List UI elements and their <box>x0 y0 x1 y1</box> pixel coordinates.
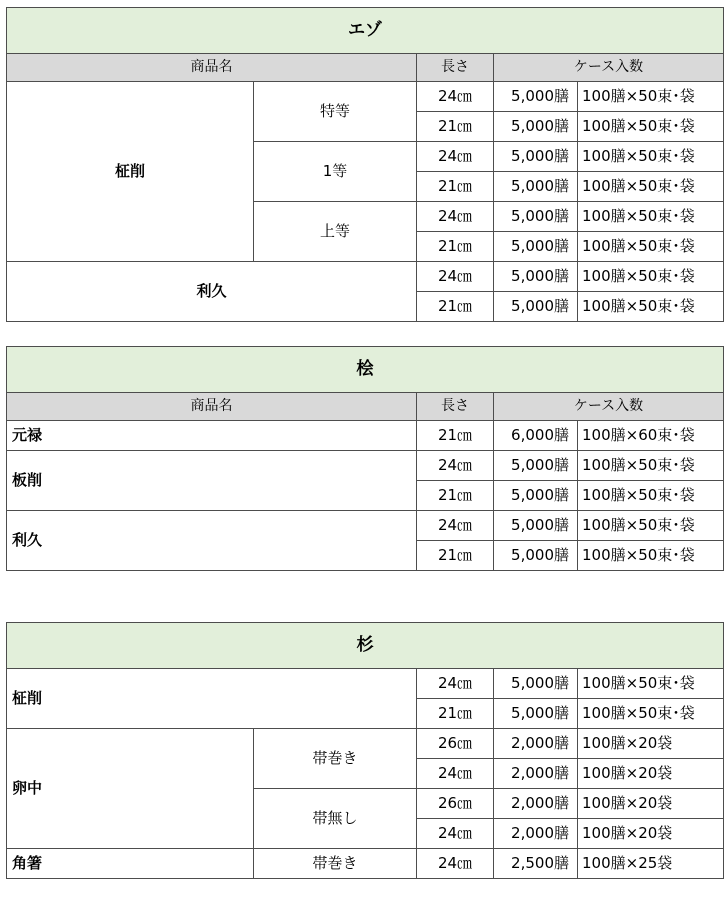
length-cell: 21㎝ <box>417 172 494 202</box>
length-cell: 21㎝ <box>417 292 494 322</box>
length-cell: 21㎝ <box>417 541 494 571</box>
product-name: 利久 <box>7 511 417 571</box>
quantity-cell: 5,000膳 <box>494 262 578 292</box>
length-cell: 24㎝ <box>417 82 494 112</box>
packaging-cell: 100膳×50束･袋 <box>578 202 724 232</box>
quantity-cell: 5,000膳 <box>494 172 578 202</box>
header-length: 長さ <box>417 393 494 421</box>
length-cell: 21㎝ <box>417 232 494 262</box>
length-cell: 26㎝ <box>417 789 494 819</box>
packaging-cell: 100膳×20袋 <box>578 789 724 819</box>
section-title: 杉 <box>7 623 724 669</box>
packaging-cell: 100膳×50束･袋 <box>578 262 724 292</box>
quantity-cell: 5,000膳 <box>494 232 578 262</box>
packaging-cell: 100膳×20袋 <box>578 759 724 789</box>
quantity-cell: 5,000膳 <box>494 541 578 571</box>
packaging-cell: 100膳×60束･袋 <box>578 421 724 451</box>
header-case: ケース入数 <box>494 54 724 82</box>
quantity-cell: 5,000膳 <box>494 669 578 699</box>
variant-label: 帯巻き <box>254 849 417 879</box>
quantity-cell: 5,000膳 <box>494 202 578 232</box>
length-cell: 24㎝ <box>417 511 494 541</box>
product-name: 板削 <box>7 451 417 511</box>
grade-label: 特等 <box>254 82 417 142</box>
packaging-cell: 100膳×50束･袋 <box>578 669 724 699</box>
packaging-cell: 100膳×50束･袋 <box>578 82 724 112</box>
quantity-cell: 2,000膳 <box>494 819 578 849</box>
packaging-cell: 100膳×25袋 <box>578 849 724 879</box>
length-cell: 26㎝ <box>417 729 494 759</box>
grade-label: 1等 <box>254 142 417 202</box>
quantity-cell: 5,000膳 <box>494 699 578 729</box>
length-cell: 24㎝ <box>417 142 494 172</box>
quantity-cell: 2,500膳 <box>494 849 578 879</box>
packaging-cell: 100膳×50束･袋 <box>578 292 724 322</box>
length-cell: 21㎝ <box>417 699 494 729</box>
packaging-cell: 100膳×20袋 <box>578 819 724 849</box>
header-case: ケース入数 <box>494 393 724 421</box>
quantity-cell: 5,000膳 <box>494 451 578 481</box>
header-length: 長さ <box>417 54 494 82</box>
quantity-cell: 5,000膳 <box>494 112 578 142</box>
packaging-cell: 100膳×50束･袋 <box>578 112 724 142</box>
length-cell: 24㎝ <box>417 262 494 292</box>
section-title: 桧 <box>7 347 724 393</box>
length-cell: 24㎝ <box>417 759 494 789</box>
quantity-cell: 5,000膳 <box>494 82 578 112</box>
quantity-cell: 5,000膳 <box>494 292 578 322</box>
packaging-cell: 100膳×50束･袋 <box>578 481 724 511</box>
quantity-cell: 5,000膳 <box>494 142 578 172</box>
quantity-cell: 5,000膳 <box>494 511 578 541</box>
quantity-cell: 6,000膳 <box>494 421 578 451</box>
packaging-cell: 100膳×50束･袋 <box>578 511 724 541</box>
packaging-cell: 100膳×20袋 <box>578 729 724 759</box>
packaging-cell: 100膳×50束･袋 <box>578 172 724 202</box>
header-product: 商品名 <box>7 393 417 421</box>
grade-label: 上等 <box>254 202 417 262</box>
product-name: 元禄 <box>7 421 417 451</box>
packaging-cell: 100膳×50束･袋 <box>578 699 724 729</box>
quantity-cell: 2,000膳 <box>494 759 578 789</box>
ezo-table <box>6 7 724 322</box>
quantity-cell: 5,000膳 <box>494 481 578 511</box>
product-name: 利久 <box>7 262 417 322</box>
packaging-cell: 100膳×50束･袋 <box>578 451 724 481</box>
quantity-cell: 2,000膳 <box>494 789 578 819</box>
packaging-cell: 100膳×50束･袋 <box>578 541 724 571</box>
length-cell: 21㎝ <box>417 421 494 451</box>
quantity-cell: 2,000膳 <box>494 729 578 759</box>
length-cell: 21㎝ <box>417 112 494 142</box>
product-name: 角箸 <box>7 849 254 879</box>
length-cell: 24㎝ <box>417 202 494 232</box>
length-cell: 24㎝ <box>417 669 494 699</box>
header-product: 商品名 <box>7 54 417 82</box>
length-cell: 24㎝ <box>417 849 494 879</box>
length-cell: 21㎝ <box>417 481 494 511</box>
variant-label: 帯巻き <box>254 729 417 789</box>
product-name: 柾削 <box>7 82 254 262</box>
product-name: 卵中 <box>7 729 254 849</box>
hinoki-table <box>6 346 724 571</box>
packaging-cell: 100膳×50束･袋 <box>578 232 724 262</box>
sugi-table <box>6 622 724 879</box>
length-cell: 24㎝ <box>417 451 494 481</box>
section-title: エゾ <box>7 8 724 54</box>
packaging-cell: 100膳×50束･袋 <box>578 142 724 172</box>
product-name: 柾削 <box>7 669 417 729</box>
length-cell: 24㎝ <box>417 819 494 849</box>
variant-label: 帯無し <box>254 789 417 849</box>
